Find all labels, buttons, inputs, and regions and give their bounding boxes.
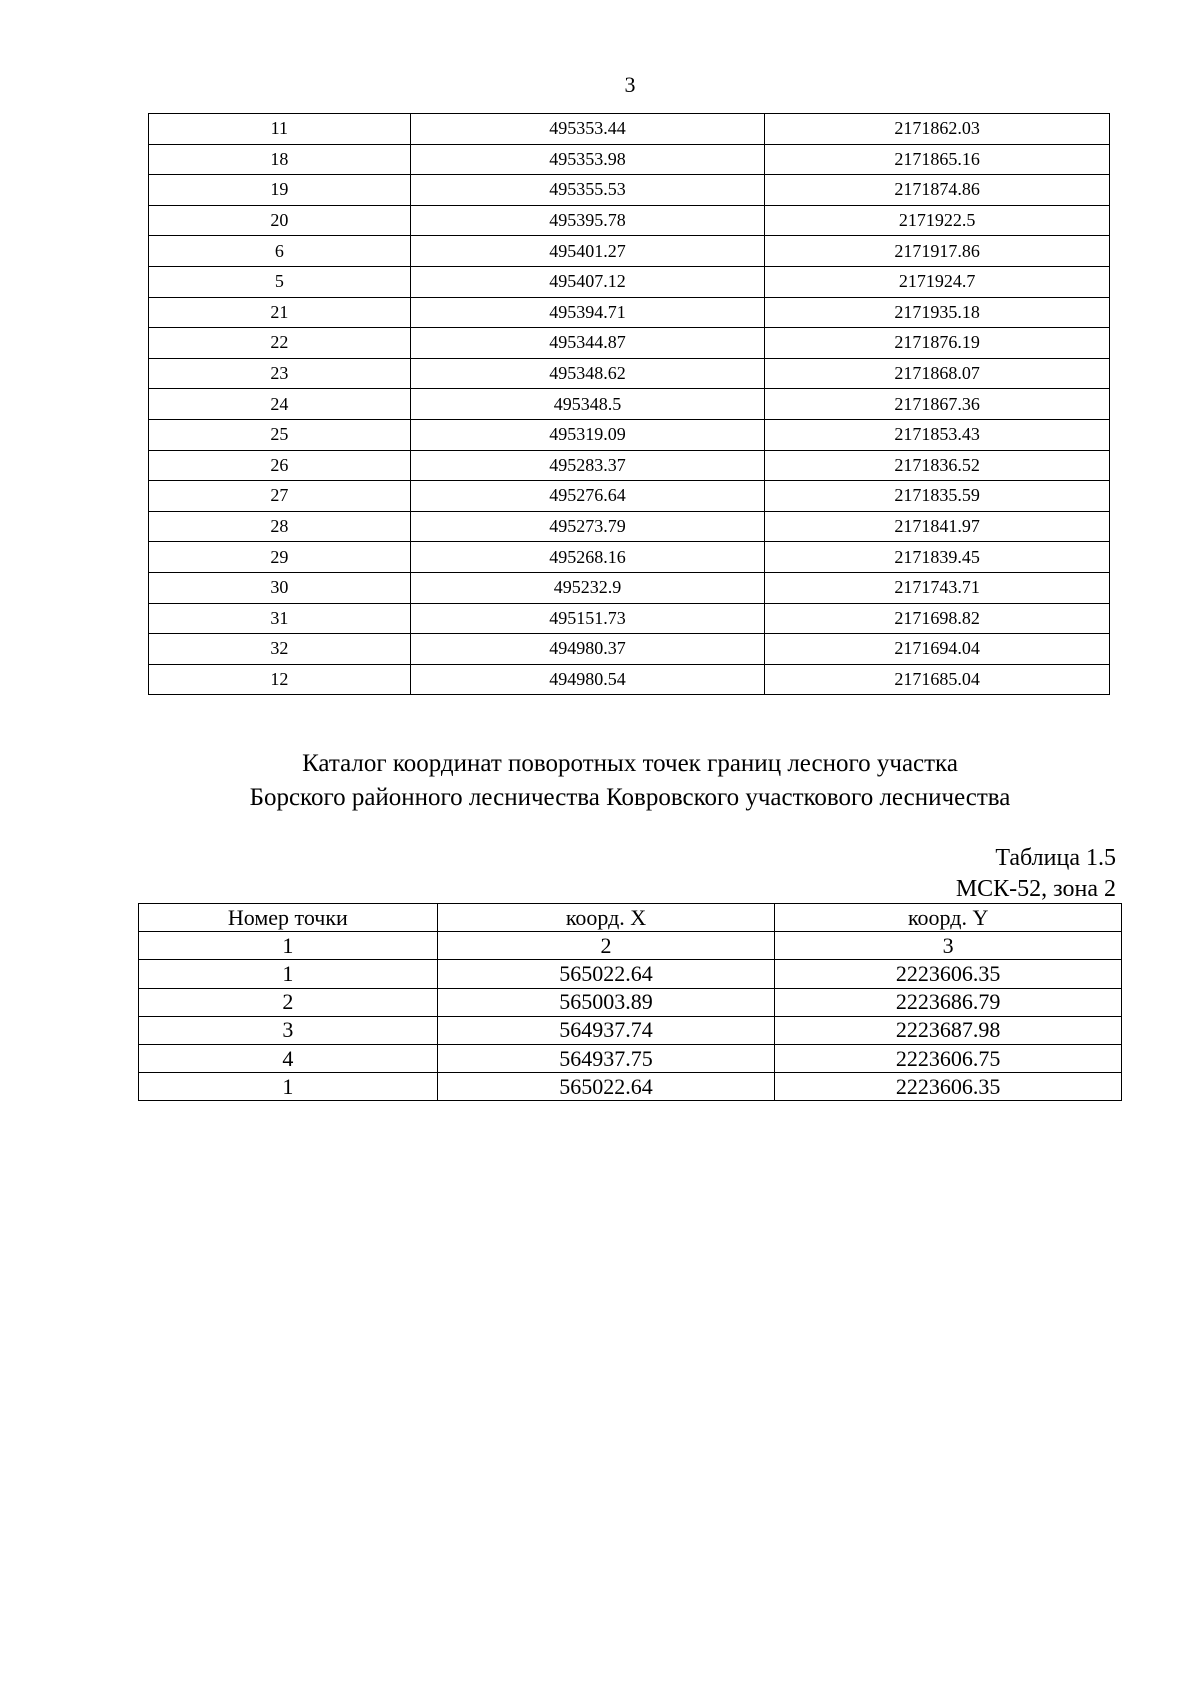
column-number-cell: 2 <box>437 932 775 960</box>
table-1-5-body <box>139 960 1122 1101</box>
coord-y-cell: 2171867.36 <box>765 389 1110 420</box>
point-number-cell: 12 <box>149 664 411 695</box>
table-row <box>139 1044 1122 1072</box>
table-row <box>149 114 1110 145</box>
table-number-label: Таблица 1.5 <box>995 845 1116 871</box>
coord-x-cell: 495355.53 <box>410 175 765 206</box>
table-header-row <box>139 904 1122 932</box>
coord-y-cell: 2171868.07 <box>765 358 1110 389</box>
table-1-5 <box>138 903 1122 1101</box>
coord-y-cell: 2223686.79 <box>775 988 1122 1016</box>
coord-x-cell: 495276.64 <box>410 481 765 512</box>
point-number-cell: 32 <box>149 634 411 665</box>
coord-y-cell: 2171865.16 <box>765 144 1110 175</box>
coord-x-cell: 565003.89 <box>437 988 775 1016</box>
point-number-cell: 1 <box>139 1073 438 1101</box>
coordinate-system-label: МСК-52, зона 2 <box>955 876 1116 902</box>
coord-y-cell: 2171835.59 <box>765 481 1110 512</box>
catalog-heading-line-1: Каталог координат поворотных точек границ лесного участка <box>302 750 958 777</box>
coord-y-cell: 2171876.19 <box>765 328 1110 359</box>
table-row <box>149 175 1110 206</box>
coord-y-cell: 2223606.35 <box>775 960 1122 988</box>
column-number-cell: 1 <box>139 932 438 960</box>
catalog-heading-line-2: Борского районного лесничества Ковровского участкового лесничества <box>249 784 1011 811</box>
coord-y-cell: 2171922.5 <box>765 205 1110 236</box>
point-number-cell: 6 <box>149 236 411 267</box>
table-row <box>139 988 1122 1016</box>
column-number-cell: 3 <box>775 932 1122 960</box>
table-row <box>149 419 1110 450</box>
table-caption <box>956 843 1116 905</box>
coord-x-cell: 564937.74 <box>437 1016 775 1044</box>
coord-y-cell: 2223606.75 <box>775 1044 1122 1072</box>
page-number: 3 <box>624 72 636 97</box>
table-row <box>149 603 1110 634</box>
coord-x-cell: 495268.16 <box>410 542 765 573</box>
table-row <box>149 358 1110 389</box>
table-row <box>149 572 1110 603</box>
coord-y-cell: 2223687.98 <box>775 1016 1122 1044</box>
point-number-cell: 3 <box>139 1016 438 1044</box>
coord-x-cell: 495348.62 <box>410 358 765 389</box>
coord-x-cell: 495232.9 <box>410 572 765 603</box>
coord-y-cell: 2171853.43 <box>765 419 1110 450</box>
table-row <box>149 236 1110 267</box>
table-row <box>139 960 1122 988</box>
header-point-number: Номер точки <box>139 904 438 932</box>
table-row <box>149 450 1110 481</box>
point-number-cell: 24 <box>149 389 411 420</box>
coordinates-table-body <box>149 114 1110 695</box>
point-number-cell: 21 <box>149 297 411 328</box>
coord-x-cell: 564937.75 <box>437 1044 775 1072</box>
coord-x-cell: 495394.71 <box>410 297 765 328</box>
table-row <box>149 511 1110 542</box>
column-number-row <box>139 932 1122 960</box>
point-number-cell: 19 <box>149 175 411 206</box>
coord-x-cell: 495348.5 <box>410 389 765 420</box>
table-row <box>149 542 1110 573</box>
table-row <box>139 1016 1122 1044</box>
table-row <box>149 664 1110 695</box>
coord-y-cell: 2171917.86 <box>765 236 1110 267</box>
point-number-cell: 31 <box>149 603 411 634</box>
header-coord-y: коорд. Y <box>775 904 1122 932</box>
coord-y-cell: 2171841.97 <box>765 511 1110 542</box>
point-number-cell: 28 <box>149 511 411 542</box>
coord-y-cell: 2171698.82 <box>765 603 1110 634</box>
point-number-cell: 4 <box>139 1044 438 1072</box>
coord-y-cell: 2171839.45 <box>765 542 1110 573</box>
point-number-cell: 26 <box>149 450 411 481</box>
coord-x-cell: 565022.64 <box>437 1073 775 1101</box>
point-number-cell: 25 <box>149 419 411 450</box>
coord-x-cell: 495407.12 <box>410 266 765 297</box>
coord-y-cell: 2171694.04 <box>765 634 1110 665</box>
table-row <box>149 634 1110 665</box>
coord-y-cell: 2171685.04 <box>765 664 1110 695</box>
coord-x-cell: 495353.98 <box>410 144 765 175</box>
point-number-cell: 1 <box>139 960 438 988</box>
coordinates-table-continued <box>148 113 1110 695</box>
table-row <box>139 1073 1122 1101</box>
point-number-cell: 22 <box>149 328 411 359</box>
point-number-cell: 20 <box>149 205 411 236</box>
coord-y-cell: 2171743.71 <box>765 572 1110 603</box>
coord-x-cell: 565022.64 <box>437 960 775 988</box>
table-row <box>149 144 1110 175</box>
coord-y-cell: 2223606.35 <box>775 1073 1122 1101</box>
point-number-cell: 27 <box>149 481 411 512</box>
coord-x-cell: 494980.37 <box>410 634 765 665</box>
coord-y-cell: 2171874.86 <box>765 175 1110 206</box>
coord-x-cell: 495319.09 <box>410 419 765 450</box>
point-number-cell: 2 <box>139 988 438 1016</box>
coord-x-cell: 495273.79 <box>410 511 765 542</box>
table-row <box>149 205 1110 236</box>
table-row <box>149 481 1110 512</box>
coord-y-cell: 2171836.52 <box>765 450 1110 481</box>
table-row <box>149 297 1110 328</box>
coord-x-cell: 495151.73 <box>410 603 765 634</box>
point-number-cell: 5 <box>149 266 411 297</box>
coord-x-cell: 495401.27 <box>410 236 765 267</box>
point-number-cell: 29 <box>149 542 411 573</box>
catalog-heading <box>0 747 1200 815</box>
coord-x-cell: 495344.87 <box>410 328 765 359</box>
point-number-cell: 23 <box>149 358 411 389</box>
coord-x-cell: 494980.54 <box>410 664 765 695</box>
table-row <box>149 328 1110 359</box>
table-row <box>149 266 1110 297</box>
point-number-cell: 30 <box>149 572 411 603</box>
coord-y-cell: 2171935.18 <box>765 297 1110 328</box>
point-number-cell: 11 <box>149 114 411 145</box>
table-row <box>149 389 1110 420</box>
coord-x-cell: 495353.44 <box>410 114 765 145</box>
coord-y-cell: 2171862.03 <box>765 114 1110 145</box>
coord-y-cell: 2171924.7 <box>765 266 1110 297</box>
coord-x-cell: 495395.78 <box>410 205 765 236</box>
coord-x-cell: 495283.37 <box>410 450 765 481</box>
header-coord-x: коорд. X <box>437 904 775 932</box>
point-number-cell: 18 <box>149 144 411 175</box>
